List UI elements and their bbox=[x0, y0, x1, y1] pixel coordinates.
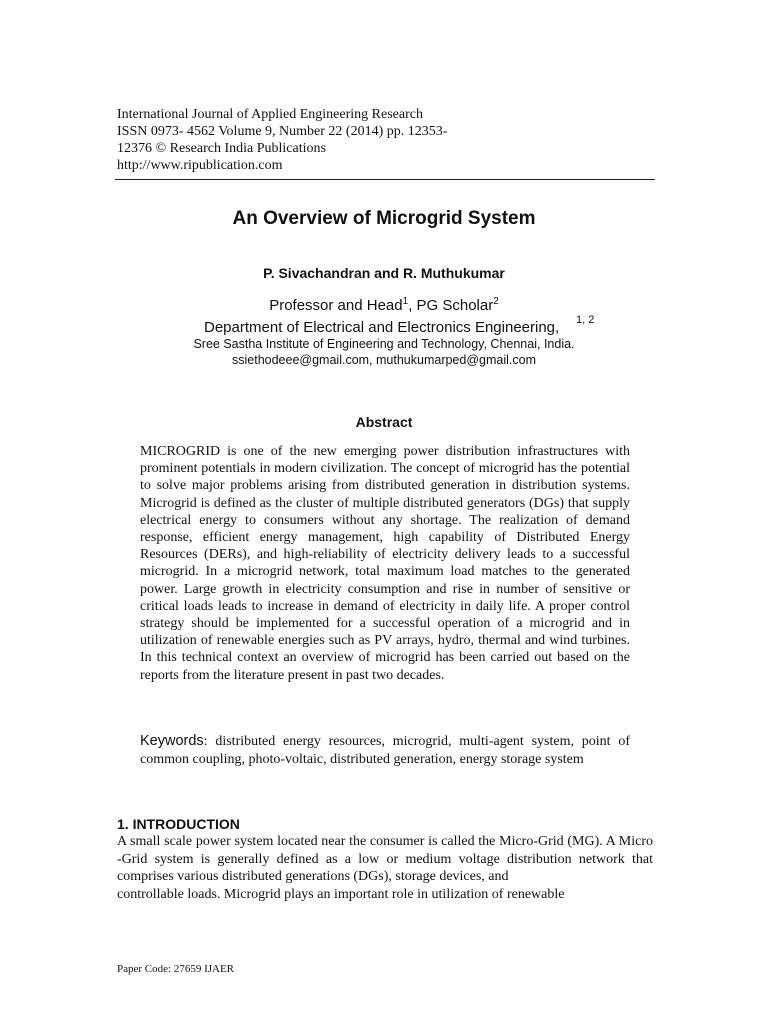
department: Department of Electrical and Electronics Engineering, bbox=[204, 319, 560, 336]
abstract-body: MICROGRID is one of the new emerging power distribution infrastructures with prominent potentials in modern civilization. The concept of microgrid has the potential to solve major problems arising from distributed generation in distribution systems. Microgrid is defined as the cluster of multiple distributed generators (DGs) that supply electrical energy to consumers without any shortage. The realization of demand response, efficient energy management, high capability of Distributed Energy Resources (DERs), and high-reliability of electricity delivery leads to a successful microgrid. In a microgrid network, total maximum load matches to the generated power. Large growth in electricity consumption and rise in number of sensitive or critical loads leads to increase in demand of electricity in daily life. A proper control strategy should be implemented for a successful operation of a microgrid and in utilization of renewable energies such as PV arrays, hydro, thermal and wind turbines. In this technical context an overview of microgrid has been carried out based on the reports from the literature present in past two decades. bbox=[140, 444, 630, 683]
role-separator: , bbox=[408, 297, 417, 314]
section-heading-introduction: 1. INTRODUCTION bbox=[117, 816, 240, 832]
paper-title: An Overview of Microgrid System bbox=[232, 208, 536, 229]
role-scholar: PG Scholar bbox=[416, 297, 494, 314]
role-scholar-sup: 2 bbox=[493, 296, 499, 307]
paper-code-footer: Paper Code: 27659 IJAER bbox=[117, 963, 235, 975]
role-professor: Professor and Head bbox=[269, 297, 403, 314]
author-emails[interactable]: ssiethodeee@gmail.com, muthukumarped@gmail.com bbox=[232, 353, 536, 367]
department-superscript: 1, 2 bbox=[576, 314, 595, 326]
keywords-text: : distributed energy resources, microgrid, multi-agent system, point of common coupling, photo-voltaic, distributed generation, energy storage system bbox=[140, 734, 630, 767]
paper-authors: P. Sivachandran and R. Muthukumar bbox=[263, 265, 505, 281]
introduction-body bbox=[117, 833, 653, 903]
author-roles bbox=[0, 296, 768, 314]
introduction-text: A small scale power system located near the consumer is called the Micro-Grid (MG). A Micro -Grid system is generally defined as a low or medium voltage distribution network that comprises various distributed generations (DGs), storage devices, and bbox=[117, 834, 653, 884]
abstract-heading: Abstract bbox=[355, 414, 413, 430]
institution: Sree Sastha Institute of Engineering and Technology, Chennai, India. bbox=[193, 337, 575, 351]
keywords-label: Keywords bbox=[140, 733, 204, 749]
header-divider bbox=[115, 179, 655, 180]
header-line-url[interactable]: http://www.ripublication.com bbox=[117, 158, 283, 173]
header-line-journal: International Journal of Applied Engineering Research bbox=[117, 107, 423, 122]
keywords-paragraph bbox=[140, 733, 630, 768]
header-line-issn: ISSN 0973- 4562 Volume 9, Number 22 (2014) pp. 12353- bbox=[117, 124, 448, 139]
introduction-last-line: controllable loads. Microgrid plays an important role in utilization of renewable bbox=[117, 886, 565, 902]
journal-header bbox=[117, 106, 657, 174]
header-line-publisher: 12376 © Research India Publications bbox=[117, 141, 326, 156]
role-professor-sup: 1 bbox=[402, 296, 409, 307]
